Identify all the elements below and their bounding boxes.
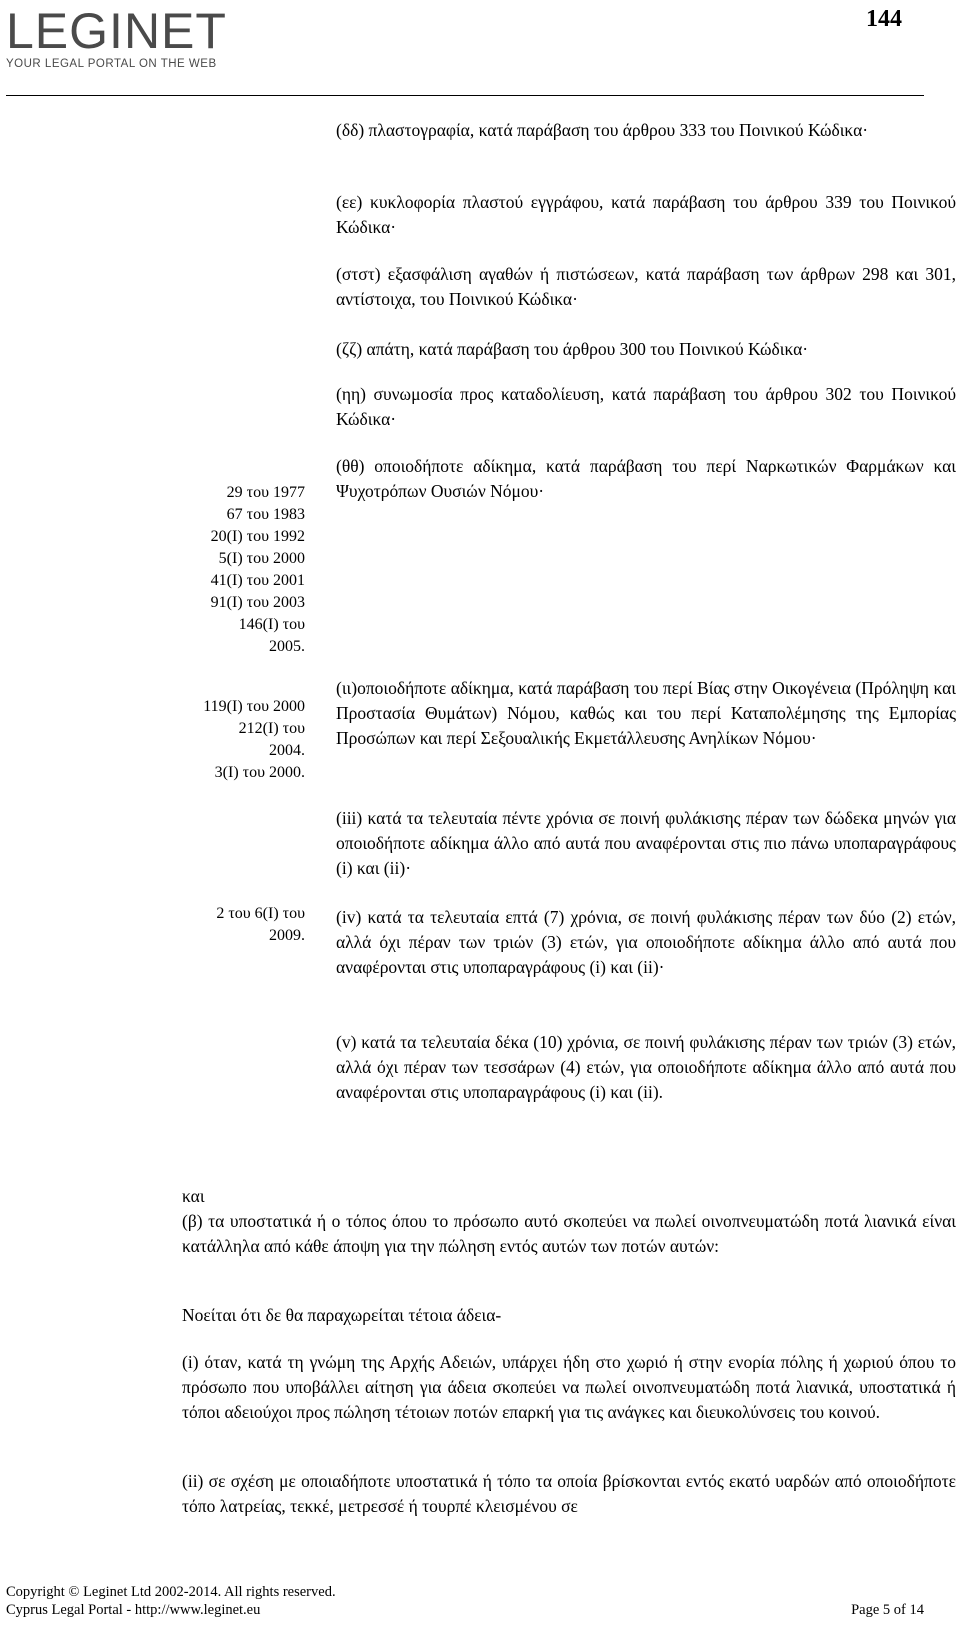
footer-line — [6, 1601, 924, 1619]
paragraph-zz: (ζζ) απάτη, κατά παράβαση του άρθρου 300 του Ποινικού Κώδικα· — [336, 339, 809, 359]
paragraph-ee2: (ηη) συνωμοσία προς καταδολίευση, κατά παράβαση του άρθρου 302 του Ποινικού Κώδικα· — [336, 384, 956, 429]
paragraph-iv: (iv) κατά τα τελευταία επτά (7) χρόνια, σε ποινή φυλάκισης πέραν των δύο (2) ετών, αλλά όχι πέραν των τριών (3) ετών, για οποιοδήποτε αδίκημα άλλο από αυτά που αναφέρονται στις υποπαραγράφους (i) και (ii)· — [336, 907, 956, 977]
margin-note-group-2 — [165, 696, 305, 784]
margin-note-line: 2009. — [269, 927, 305, 944]
footer-page-count: Page 5 of 14 — [851, 1602, 924, 1618]
paragraph-dd: (δδ) πλαστογραφία, κατά παράβαση του άρθρου 333 του Ποινικού Κώδικα· — [336, 120, 869, 140]
margin-note-line: 91(Ι) του 2003 — [210, 594, 305, 611]
margin-note-line: 41(Ι) του 2001 — [210, 572, 305, 589]
margin-note-line: 67 του 1983 — [226, 506, 305, 523]
paragraph-ii-wide: (ii) σε σχέση με οποιαδήποτε υποστατικά ή τόπο τα οποία βρίσκονται εντός εκατό υαρδών από οποιοδήποτε τόπο λατρείας, τεκκέ, μετρεσσέ ή τουρπέ κλεισμένου σε — [182, 1471, 956, 1516]
margin-note-line: 29 του 1977 — [226, 484, 305, 501]
margin-note-line: 2005. — [269, 638, 305, 655]
logo-wordmark: LEGINET — [6, 3, 227, 59]
leginet-logo — [6, 3, 227, 70]
paragraph-kai: και — [182, 1186, 205, 1206]
logo-tagline: YOUR LEGAL PORTAL ON THE WEB — [6, 58, 217, 70]
paragraph-proviso: Νοείται ότι δε θα παραχωρείται τέτοια άδεια- — [182, 1305, 502, 1325]
paragraph-ii: (ιι)οποιοδήποτε αδίκημα, κατά παράβαση του περί Βίας στην Οικογένεια (Πρόληψη και Προστασία Θυμάτων) Νόμου, καθώς και του περί Καταπολέμησης της Εμπορίας Προσώπων και περί Σεξουαλικής Εκμετάλλευσης Ανηλίκων Νόμου· — [336, 678, 956, 748]
margin-note-line: 212(Ι) του — [238, 720, 305, 737]
margin-note-line: 146(Ι) του — [238, 616, 305, 633]
margin-note-line: 119(Ι) του 2000 — [203, 698, 305, 715]
footer-portal-link[interactable]: Cyprus Legal Portal - http://www.leginet.eu — [6, 1602, 261, 1618]
margin-note-line: 5(Ι) του 2000 — [218, 550, 305, 567]
header-page-number: 144 — [866, 6, 902, 32]
paragraph-stst: (στστ) εξασφάλιση αγαθών ή πιστώσεων, κατά παράβαση των άρθρων 298 και 301, αντίστοιχα, του Ποινικού Κώδικα· — [336, 264, 956, 309]
paragraph-i: (i) όταν, κατά τη γνώμη της Αρχής Αδειών, υπάρχει ήδη στο χωριό ή στην ενορία πόλης ή χωριού όπου το πρόσωπο που υποβάλλει αίτηση για άδεια σκοπεύει να πωλεί οινοπνευματώδη ποτά λιανικά, υποστατικά ή τόποι αδειούχοι προς πώληση τέτοιων ποτών επαρκή για τις ανάγκες και διευκολύνσεις του κοινού. — [182, 1352, 956, 1422]
margin-note-line: 3(Ι) του 2000. — [214, 764, 305, 781]
margin-note-group-3 — [165, 903, 305, 947]
paragraph-v: (v) κατά τα τελευταία δέκα (10) χρόνια, σε ποινή φυλάκισης πέραν των τριών (3) ετών, αλλά όχι πέραν των τεσσάρων (4) ετών, για οποιοδήποτε αδίκημα άλλο από αυτά που αναφέρονται στις υποπαραγράφους (i) και (ii). — [336, 1032, 956, 1102]
margin-note-line: 2 του 6(Ι) του — [216, 905, 305, 922]
margin-note-line: 20(Ι) του 1992 — [210, 528, 305, 545]
paragraph-b: (β) τα υποστατικά ή ο τόπος όπου το πρόσωπο αυτό σκοπεύει να πωλεί οινοπνευματώδη ποτά λιανικά είναι κατάλληλα από κάθε άποψη για την πώληση εντός αυτών των ποτών αυτών: — [182, 1211, 956, 1256]
header-divider — [6, 95, 924, 96]
paragraph-thth: (θθ) οποιοδήποτε αδίκημα, κατά παράβαση του περί Ναρκωτικών Φαρμάκων και Ψυχοτρόπων Ουσιών Νόμου· — [336, 456, 956, 501]
paragraph-ee: (εε) κυκλοφορία πλαστού εγγράφου, κατά παράβαση του άρθρου 339 του Ποινικού Κώδικα· — [336, 192, 956, 237]
paragraph-iii: (iii) κατά τα τελευταία πέντε χρόνια σε ποινή φυλάκισης πέραν των δώδεκα μηνών για οποιοδήποτε αδίκημα άλλο από αυτά που αναφέρονται στις πιο πάνω υποπαραγράφους (i) και (ii)· — [336, 808, 956, 878]
footer-copyright: Copyright © Leginet Ltd 2002-2014. All rights reserved. — [6, 1584, 336, 1600]
margin-note-line: 2004. — [269, 742, 305, 759]
margin-note-group-1 — [165, 482, 305, 658]
